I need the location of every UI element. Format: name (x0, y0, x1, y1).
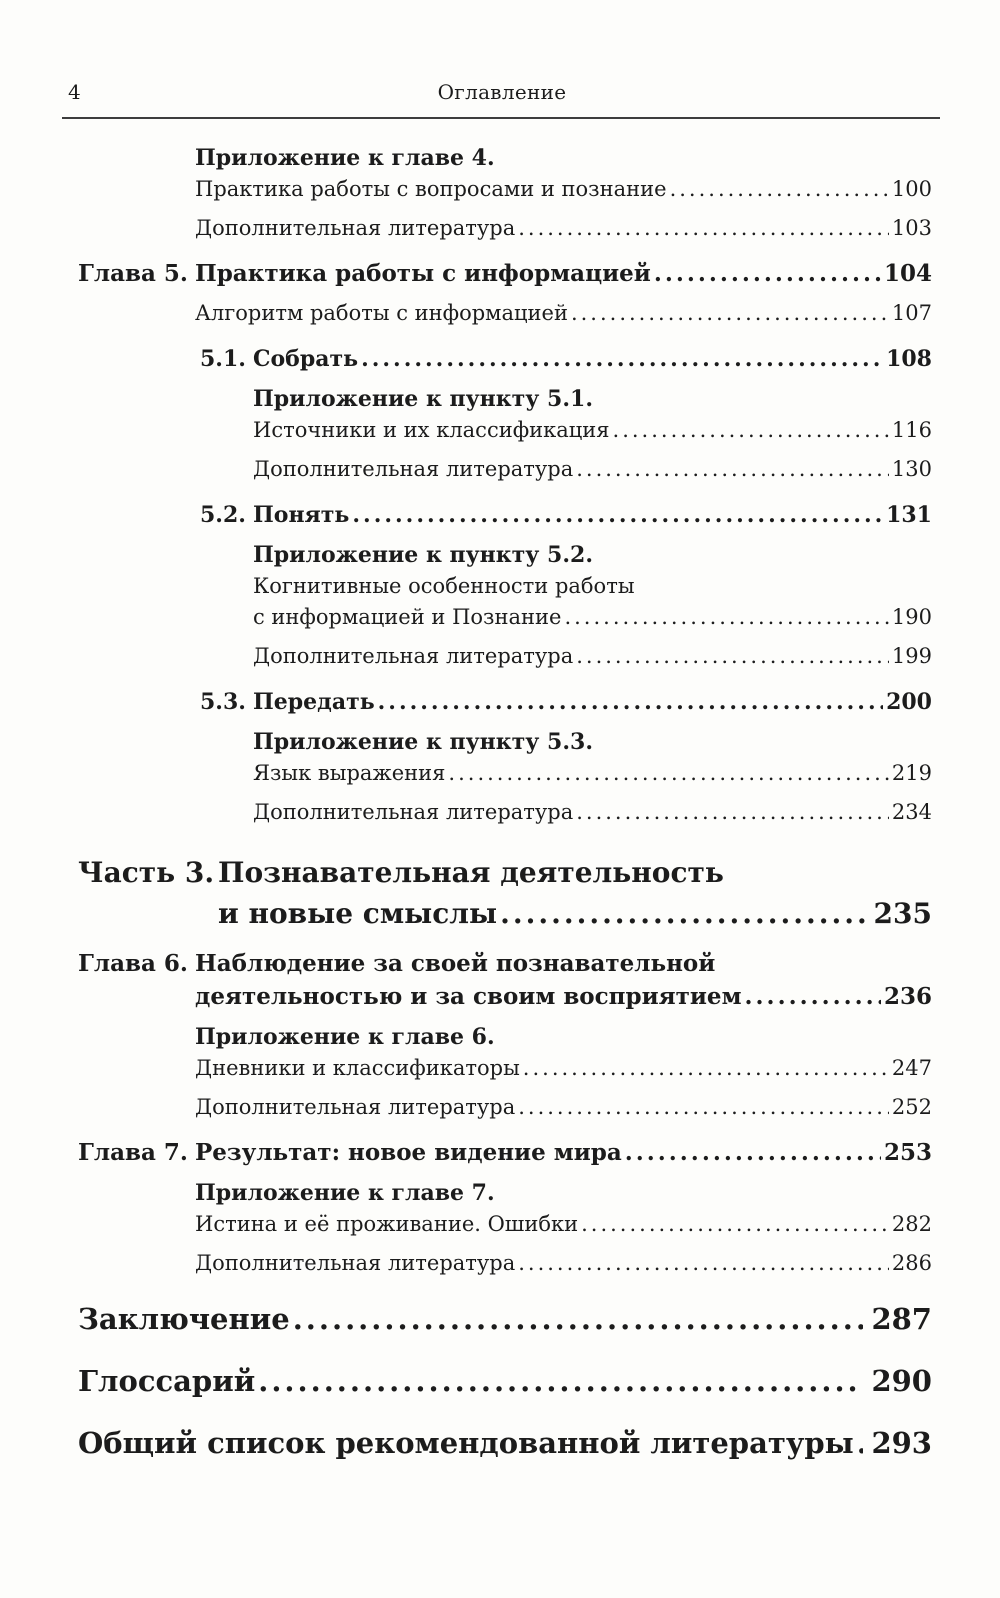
dot-leader (571, 298, 889, 329)
entry-content (78, 1298, 932, 1341)
entry-title: деятельностью и за своим восприятием (195, 983, 742, 1010)
page-number: 131 (886, 502, 932, 528)
toc-entry (253, 797, 932, 828)
page-number: 199 (891, 644, 932, 668)
toc-entry (78, 947, 932, 1013)
toc-line (253, 384, 932, 415)
toc-line (253, 797, 932, 828)
entry-title: Практика работы с вопросами и познание (195, 177, 667, 201)
entry-content (253, 454, 932, 485)
entry-title: Собрать (253, 346, 359, 372)
entry-title: Алгоритм работы с информацией (195, 301, 568, 325)
toc-line (253, 499, 932, 531)
toc-line (195, 257, 932, 290)
entry-label: 5.1. (200, 346, 246, 372)
toc-line (195, 980, 932, 1013)
toc-line (195, 213, 932, 244)
entry-title: Понять (253, 502, 350, 528)
entry-title: Дополнительная литература (195, 216, 516, 240)
toc-line (253, 641, 932, 672)
dot-leader (745, 980, 881, 1013)
entry-title: Дополнительная литература (253, 457, 574, 481)
page-number: 293 (871, 1426, 932, 1460)
toc-line (195, 143, 932, 174)
toc-line (253, 540, 932, 571)
entry-label: 5.2. (200, 502, 246, 528)
page-number: 290 (871, 1364, 932, 1398)
entry-title: Глоссарий (78, 1364, 256, 1398)
page-number: 116 (891, 418, 932, 442)
dot-leader (293, 1298, 864, 1341)
toc-line (253, 727, 932, 758)
toc-entry (195, 1022, 932, 1084)
dot-leader (448, 758, 888, 789)
page-number: 247 (891, 1056, 932, 1080)
dot-leader (857, 1422, 864, 1465)
entry-title: Передать (253, 689, 375, 715)
dot-leader (352, 499, 883, 531)
entry-content (195, 1178, 932, 1240)
entry-content (253, 540, 932, 633)
toc-entry (253, 454, 932, 485)
page-number: 252 (891, 1095, 932, 1119)
toc-entry (195, 1092, 932, 1123)
toc-line (195, 947, 932, 980)
entry-content (195, 213, 932, 244)
toc-entry (200, 686, 932, 718)
entry-title: Приложение к главе 4. (195, 145, 495, 171)
entry-content (195, 1022, 932, 1084)
page-number: 286 (891, 1251, 932, 1275)
toc-line (78, 1298, 932, 1341)
entry-content (218, 852, 932, 934)
dot-leader (576, 454, 889, 485)
toc-line (218, 893, 932, 934)
toc-entry (195, 213, 932, 244)
entry-title: Приложение к главе 6. (195, 1024, 495, 1050)
dot-leader (518, 1092, 889, 1123)
toc-line (253, 454, 932, 485)
entry-title: Дополнительная литература (195, 1251, 516, 1275)
dot-leader (500, 893, 865, 934)
entry-content (195, 1092, 932, 1123)
entry-title: Приложение к пункту 5.1. (253, 386, 593, 412)
entry-title: Общий список рекомендованной литературы (78, 1426, 854, 1460)
dot-leader (576, 641, 889, 672)
toc-entry (200, 499, 932, 531)
entry-title: Результат: новое видение мира (195, 1139, 622, 1166)
entry-content (195, 1136, 932, 1169)
running-head (66, 80, 938, 108)
entry-content (78, 1422, 932, 1465)
dot-leader (361, 343, 883, 375)
page-number: 190 (891, 605, 932, 629)
dot-leader (581, 1209, 889, 1240)
entry-content (253, 641, 932, 672)
toc-line (253, 571, 932, 602)
toc-entry (195, 298, 932, 329)
toc-line (195, 1053, 932, 1084)
dot-leader (258, 1360, 863, 1403)
page-folio: 4 (68, 80, 81, 104)
dot-leader (670, 174, 889, 205)
dot-leader (613, 415, 889, 446)
running-head-title: Оглавление (437, 80, 567, 104)
page-number: 235 (873, 897, 932, 930)
entry-content (253, 797, 932, 828)
page-number: 130 (891, 457, 932, 481)
page-number: 200 (886, 689, 932, 715)
entry-label: 5.3. (200, 689, 246, 715)
toc-line (78, 1422, 932, 1465)
toc-entry (78, 1136, 932, 1169)
toc-line (253, 758, 932, 789)
page-number: 234 (891, 800, 932, 824)
entry-title: Источники и их классификация (253, 418, 610, 442)
toc-line (195, 1092, 932, 1123)
entry-label: Глава 5. (78, 260, 188, 287)
toc-line (195, 298, 932, 329)
toc-line (195, 1248, 932, 1279)
toc-entry (253, 384, 932, 446)
page-number: 219 (891, 761, 932, 785)
entry-title: Дополнительная литература (195, 1095, 516, 1119)
entry-title: Дополнительная литература (253, 800, 574, 824)
header-rule (62, 117, 940, 119)
toc-entry (195, 1178, 932, 1240)
toc-entry (78, 852, 932, 934)
dot-leader (564, 602, 888, 633)
entry-title: Практика работы с информацией (195, 260, 651, 287)
toc-line (218, 852, 932, 893)
toc-line (195, 1022, 932, 1053)
entry-content (195, 298, 932, 329)
entry-content (195, 257, 932, 290)
page-number: 253 (883, 1139, 932, 1166)
entry-title: Наблюдение за своей познавательной (195, 950, 716, 977)
toc-line (253, 415, 932, 446)
dot-leader (654, 257, 881, 290)
toc-entry (195, 1248, 932, 1279)
entry-title: с информацией и Познание (253, 605, 562, 629)
entry-title: и новые смыслы (218, 897, 498, 930)
page-number: 104 (883, 260, 932, 287)
page-number: 108 (886, 346, 932, 372)
entry-title: Дневники и классификаторы (195, 1056, 520, 1080)
dot-leader (518, 1248, 889, 1279)
dot-leader (378, 686, 883, 718)
page-number: 287 (871, 1302, 932, 1336)
toc-line (195, 1136, 932, 1169)
entry-title: Заключение (78, 1302, 290, 1336)
toc-entry (253, 641, 932, 672)
entry-content (195, 143, 932, 205)
dot-leader (518, 213, 889, 244)
entry-title: Когнитивные особенности работы (253, 574, 635, 598)
dot-leader (523, 1053, 889, 1084)
entry-content (195, 1248, 932, 1279)
entry-title: Приложение к главе 7. (195, 1180, 495, 1206)
toc-entry (200, 343, 932, 375)
toc-line (253, 343, 932, 375)
page-number: 236 (883, 983, 932, 1010)
entry-label: Часть 3. (78, 856, 215, 889)
toc (78, 143, 932, 1465)
entry-content (195, 947, 932, 1013)
toc-line (253, 686, 932, 718)
toc-line (195, 1178, 932, 1209)
dot-leader (625, 1136, 881, 1169)
toc-entry (253, 727, 932, 789)
toc-line (195, 1209, 932, 1240)
toc-entry (78, 1422, 932, 1465)
entry-title: Истина и её проживание. Ошибки (195, 1212, 579, 1236)
entry-content (253, 384, 932, 446)
page-number: 107 (891, 301, 932, 325)
entry-content (78, 1360, 932, 1403)
entry-content (253, 343, 932, 375)
toc-entry (195, 143, 932, 205)
toc-entry (253, 540, 932, 633)
toc-entry (78, 1360, 932, 1403)
page-number: 282 (891, 1212, 932, 1236)
entry-title: Приложение к пункту 5.3. (253, 729, 593, 755)
entry-title: Познавательная деятельность (218, 856, 724, 889)
dot-leader (576, 797, 889, 828)
entry-content (253, 727, 932, 789)
toc-entry (78, 257, 932, 290)
entry-title: Дополнительная литература (253, 644, 574, 668)
entry-label: Глава 7. (78, 1139, 188, 1166)
entry-content (253, 499, 932, 531)
page-number: 100 (891, 177, 932, 201)
entry-title: Приложение к пункту 5.2. (253, 542, 593, 568)
entry-title: Язык выражения (253, 761, 446, 785)
entry-label: Глава 6. (78, 950, 188, 977)
entry-content (253, 686, 932, 718)
toc-line (195, 174, 932, 205)
toc-entry (78, 1298, 932, 1341)
toc-line (78, 1360, 932, 1403)
toc-line (253, 602, 932, 633)
page-number: 103 (891, 216, 932, 240)
